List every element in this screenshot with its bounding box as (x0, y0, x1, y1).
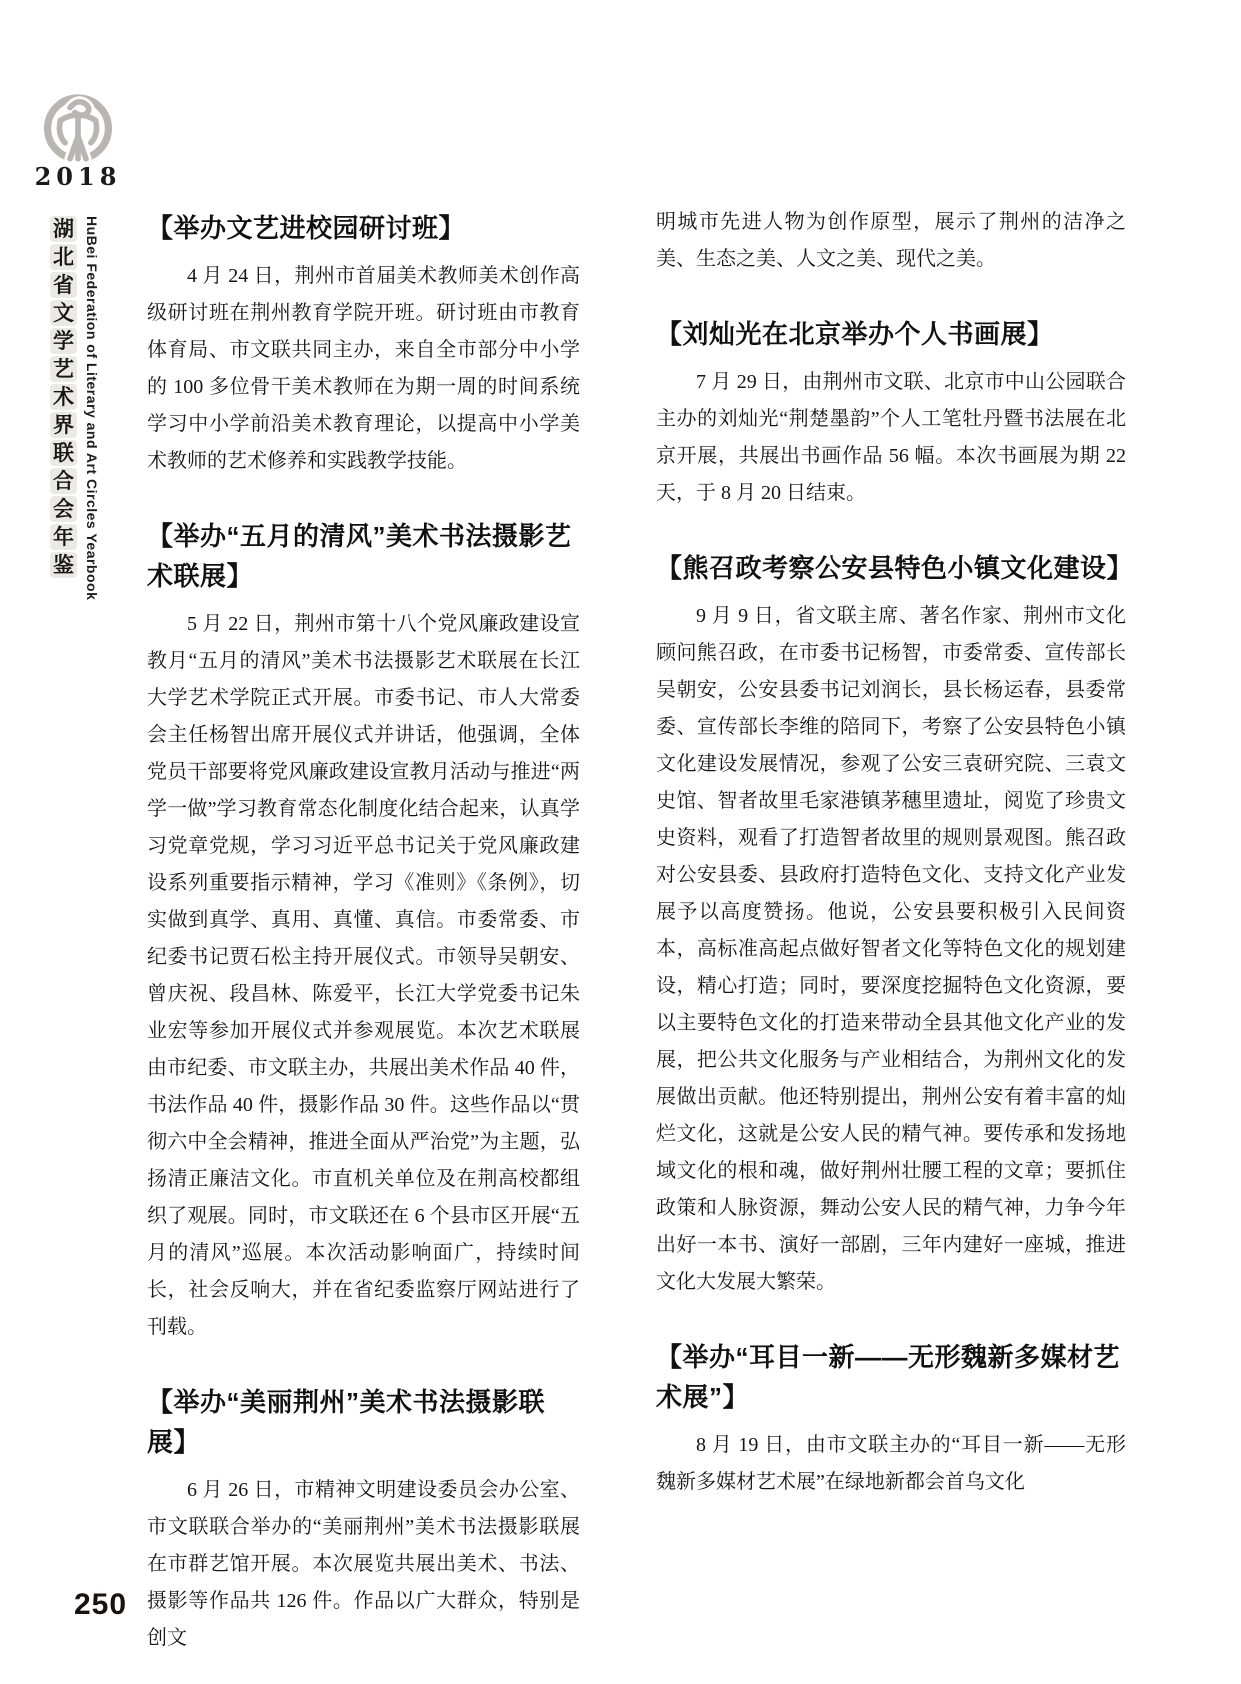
banner-character: 文 (50, 300, 77, 326)
article-paragraph: 9 月 9 日，省文联主席、著名作家、荆州市文化顾问熊召政，在市委书记杨智，市委常委、宣传部长吴朝安，公安县委书记刘润长，县长杨运春，县委常委、宣传部长李维的陪同下，考察了公安县特色小镇文化建设发展情况，参观了公安三袁研究院、三袁文史馆、智者故里毛家港镇茅穗里遗址，阅览了珍贵文史资料，观看了打造智者故里的规则景观图。熊召政对公安县委、县政府打造特色文化、支持文化产业发展予以高度赞扬。他说，公安县要积极引入民间资本，高标准高起点做好智者文化等特色文化的规划建设，精心打造；同时，要深度挖掘特色文化资源，要以主要特色文化的打造来带动全县其他文化产业的发展，把公共文化服务与产业相结合，为荆州文化的发展做出贡献。他还特别提出，荆州公安有着丰富的灿烂文化，这就是公安人民的精气神。要传承和发扬地域文化的根和魂，做好荆州壮腰工程的文章；要抓住政策和人脉资源，舞动公安人民的精气神，力争今年出好一本书、演好一部剧，三年内建好一座城，推进文化大发展大繁荣。 (656, 605, 1126, 1293)
article-heading: 【刘灿光在北京举办个人书画展】 (656, 319, 1054, 349)
left-column (147, 204, 580, 1657)
banner-character: 合 (50, 468, 77, 494)
article-heading: 【熊召政考察公安县特色小镇文化建设】 (656, 553, 1134, 583)
yearbook-article (656, 314, 1126, 512)
yearbook-article (147, 208, 580, 480)
banner-character: 北 (50, 244, 77, 270)
article-paragraph: 明城市先进人物为创作原型，展示了荆州的洁净之美、生态之美、人文之美、现代之美。 (656, 211, 1126, 270)
article-paragraph: 6 月 26 日，市精神文明建设委员会办公室、市文联联合举办的“美丽荆州”美术书法摄影联展在市群艺馆开展。本次展览共展出美术、书法、摄影等作品共 126 件。作品以广大群众，特别是创文 (147, 1479, 580, 1649)
article-paragraph: 4 月 24 日，荆州市首届美术教师美术创作高级研讨班在荆州教育学院开班。研讨班由市教育体育局、市文联共同主办，来自全市部分中小学的 100 多位骨干美术教师在为期一周的时间系统学习中小学前沿美术教育理论，以提高中小学美术教师的艺术修养和实践教学技能。 (147, 265, 580, 472)
banner-title-english: HuBei Federation of Literary and Art Circles Yearbook (84, 216, 100, 601)
federation-logo-icon (38, 90, 118, 170)
article-heading: 【举办文艺进校园研讨班】 (147, 213, 466, 243)
article-heading: 【举办“美丽荆州”美术书法摄影联展】 (147, 1387, 546, 1457)
article-heading: 【举办“五月的清风”美术书法摄影艺术联展】 (147, 521, 572, 591)
yearbook-article (147, 516, 580, 1346)
banner-character: 省 (50, 272, 77, 298)
article-paragraph: 5 月 22 日，荆州市第十八个党风廉政建设宣教月“五月的清风”美术书法摄影艺术联展在长江大学艺术学院正式开展。市委书记、市人大常委会主任杨智出席开展仪式并讲话，他强调，全体党员干部要将党风廉政建设宣教月活动与推进“两学一做”学习教育常态化制度化结合起来，认真学习党章党规，学习习近平总书记关于党风廉政建设系列重要指示精神，学习《准则》《条例》，切实做到真学、真用、真懂、真信。市委常委、市纪委书记贾石松主持开展仪式。市领导吴朝安、曾庆祝、段昌林、陈爱平，长江大学党委书记朱业宏等参加开展仪式并参观展览。本次艺术联展由市纪委、市文联主办，共展出美术作品 40 件，书法作品 40 件，摄影作品 30 件。这些作品以“贯彻六中全会精神，推进全面从严治党”为主题，弘扬清正廉洁文化。市直机关单位及在荆高校都组织了观展。同时，市文联还在 6 个县市区开展“五月的清风”巡展。本次活动影响面广，持续时间长，社会反响大，并在省纪委监察厅网站进行了刊载。 (147, 613, 580, 1338)
banner-character: 湖 (50, 216, 77, 242)
yearbook-article (147, 1382, 580, 1657)
yearbook-article (656, 204, 1126, 278)
banner-character: 艺 (50, 356, 77, 382)
side-banner (50, 216, 100, 601)
banner-character: 联 (50, 440, 77, 466)
banner-character: 会 (50, 496, 77, 522)
banner-character: 鉴 (50, 552, 77, 578)
banner-character: 术 (50, 384, 77, 410)
yearbook-article (656, 548, 1134, 1301)
right-column (656, 204, 1134, 1501)
banner-title-chinese (50, 216, 77, 586)
banner-character: 学 (50, 328, 77, 354)
banner-character: 界 (50, 412, 77, 438)
page-number: 250 (74, 1588, 128, 1621)
article-paragraph: 7 月 29 日，由荆州市文联、北京市中山公园联合主办的刘灿光“荆楚墨韵”个人工笔牡丹暨书法展在北京开展，共展出书画作品 56 幅。本次书画展为期 22 天，于 8 月 20 日结束。 (656, 371, 1126, 504)
article-heading: 【举办“耳目一新——无形魏新多媒材艺术展”】 (656, 1342, 1121, 1412)
article-paragraph: 8 月 19 日，由市文联主办的“耳目一新——无形魏新多媒材艺术展”在绿地新都会首乌文化 (656, 1434, 1126, 1493)
yearbook-article (656, 1337, 1126, 1501)
banner-character: 年 (50, 524, 77, 550)
edition-year: 2018 (34, 162, 122, 191)
federation-logo (38, 90, 118, 170)
